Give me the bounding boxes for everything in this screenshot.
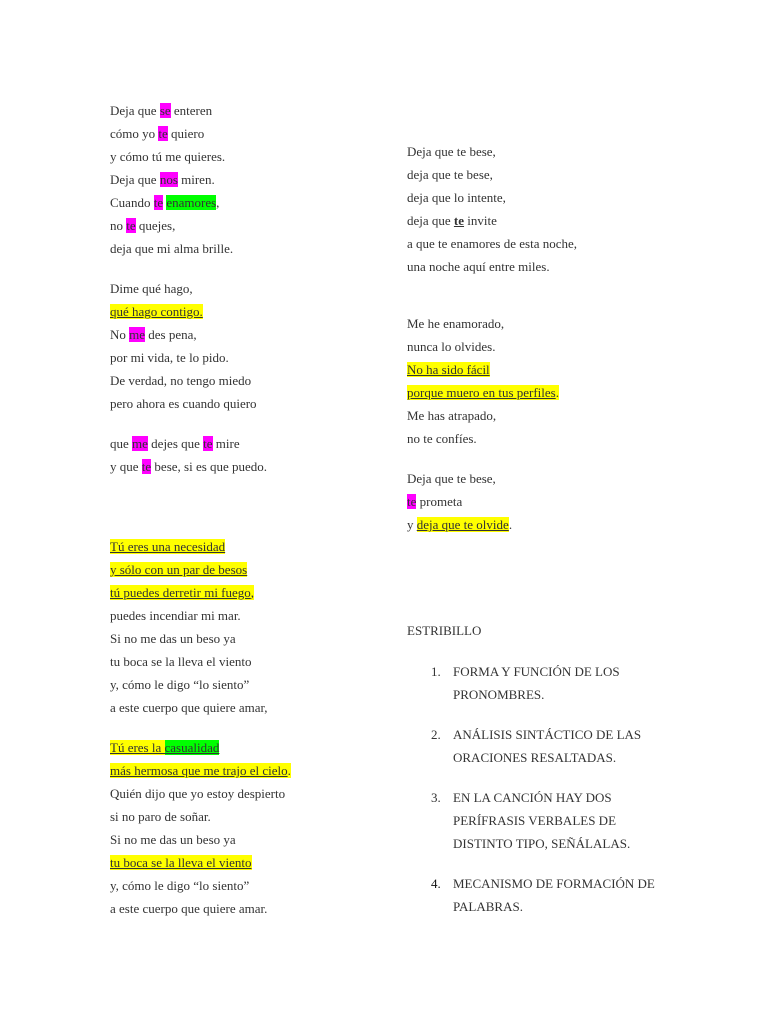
lyric-text: ,: [216, 195, 220, 210]
lyric-text: y: [407, 517, 417, 532]
question-text: MECANISMO DE FORMACIÓN DE PALABRAS.: [453, 876, 655, 914]
lyric-text: Si no me das un beso ya: [110, 832, 236, 847]
lyric-text: Deja que te bese,: [407, 144, 496, 159]
lyric-text: prometa: [416, 494, 463, 509]
lyric-line: [110, 697, 410, 720]
lyric-text: y, cómo le digo “lo siento”: [110, 878, 250, 893]
lyric-text: mire: [212, 436, 240, 451]
lyric-line: [407, 405, 707, 428]
highlighted-text: te: [203, 436, 213, 451]
lyric-text: cómo yo: [110, 126, 159, 141]
lyric-line: [110, 651, 410, 674]
highlighted-text: más hermosa que me trajo el cielo: [110, 763, 288, 778]
lyric-text: invite: [464, 213, 497, 228]
highlighted-text: tú puedes derretir mi fuego: [110, 585, 251, 600]
highlighted-text: se: [159, 103, 171, 118]
lyric-text: pero ahora es cuando quiero: [110, 396, 257, 411]
highlighted-text: te: [141, 459, 152, 474]
question-text: ANÁLISIS SINTÁCTICO DE LAS ORACIONES RESALTADAS.: [453, 727, 642, 765]
highlighted-text: Tú eres la: [110, 740, 165, 755]
highlighted-text: te: [407, 494, 417, 509]
lyric-text: no: [110, 218, 127, 233]
lyric-line: [110, 760, 410, 783]
highlighted-text: casualidad: [164, 740, 220, 755]
lyric-line: [110, 559, 410, 582]
stanza-gap: [407, 451, 707, 468]
lyric-text: Deja que: [110, 172, 160, 187]
lyric-text: quejes,: [135, 218, 176, 233]
questions-section: [407, 620, 667, 918]
lyric-text: .: [508, 517, 513, 532]
highlighted-text: nos: [159, 172, 178, 187]
lyric-line: [110, 806, 410, 829]
highlighted-text: tu boca se la lleva el viento: [110, 855, 252, 870]
lyric-line: [110, 852, 410, 875]
highlighted-text: me: [129, 327, 146, 342]
lyric-line: [110, 605, 410, 628]
highlighted-text: ,: [250, 585, 255, 600]
lyric-text: Me has atrapado,: [407, 408, 497, 423]
lyric-line: [110, 456, 410, 479]
lyric-text: Quién dijo que yo estoy despierto: [110, 786, 286, 801]
lyric-line: [407, 210, 707, 233]
highlighted-text: qué hago contigo.: [110, 304, 203, 319]
lyric-text: y cómo tú me quieres.: [110, 149, 226, 164]
lyric-line: [407, 491, 707, 514]
lyric-line: [407, 233, 707, 256]
lyric-line: [110, 238, 410, 261]
lyric-text: tu boca se la lleva el viento: [110, 654, 252, 669]
stanza-gap: [110, 261, 410, 278]
question-text: EN LA CANCIÓN HAY DOS PERÍFRASIS VERBALES DE DISTINTO TIPO, SEÑÁLALAS.: [453, 790, 631, 851]
estribillo-label: ESTRIBILLO: [407, 623, 482, 638]
highlighted-text: me: [132, 436, 148, 451]
highlighted-text: deja que te olvide: [416, 517, 509, 532]
highlighted-text: enamores: [166, 195, 217, 210]
highlighted-text: Tú eres una necesidad: [110, 539, 226, 554]
lyric-line: [407, 359, 707, 382]
lyric-text: No: [110, 327, 130, 342]
highlighted-text: te: [126, 218, 136, 233]
lyric-text: deja que: [407, 213, 454, 228]
lyric-line: [110, 737, 410, 760]
lyric-line: [110, 169, 410, 192]
lyric-text: nunca lo olvides.: [407, 339, 496, 354]
lyric-text: miren.: [177, 172, 215, 187]
lyric-text: no te confíes.: [407, 431, 477, 446]
question-item: [407, 786, 667, 855]
lyric-line: [110, 100, 410, 123]
lyric-text: y que: [110, 459, 142, 474]
highlighted-text: .: [287, 763, 291, 778]
lyric-line: [110, 393, 410, 416]
question-number: 3.: [431, 790, 441, 805]
question-item: [407, 872, 667, 918]
lyric-line: [110, 301, 410, 324]
lyric-line: [110, 875, 410, 898]
stanza-gap: [407, 279, 707, 313]
lyric-line: [407, 256, 707, 279]
lyric-line: [110, 192, 410, 215]
stanza-gap: [110, 416, 410, 433]
lyric-text: que: [110, 436, 133, 451]
question-text: FORMA Y FUNCIÓN DE LOS PRONOMBRES.: [453, 664, 620, 702]
lyric-line: [110, 582, 410, 605]
lyric-text: Deja que: [110, 103, 160, 118]
lyric-line: [407, 336, 707, 359]
lyric-line: [407, 428, 707, 451]
highlighted-text: porque muero en tus perfiles: [407, 385, 556, 400]
lyric-text: Deja que te bese,: [407, 471, 496, 486]
lyric-text: dejes que: [147, 436, 204, 451]
lyric-line: [110, 433, 410, 456]
lyric-line: [110, 674, 410, 697]
lyric-text: a este cuerpo que quiere amar,: [110, 700, 268, 715]
lyric-text: te: [453, 213, 465, 228]
lyric-text: Me he enamorado,: [407, 316, 505, 331]
lyric-line: [110, 146, 410, 169]
right-column: [407, 141, 707, 537]
lyric-text: si no paro de soñar.: [110, 809, 211, 824]
lyric-text: deja que te bese,: [407, 167, 493, 182]
lyric-text: a este cuerpo que quiere amar.: [110, 901, 268, 916]
lyric-text: por mi vida, te lo pido.: [110, 350, 229, 365]
stanza-gap: [110, 720, 410, 737]
highlighted-text: te: [153, 195, 164, 210]
lyric-text: puedes incendiar mi mar.: [110, 608, 241, 623]
lyric-line: [110, 278, 410, 301]
lyric-text: Si no me das un beso ya: [110, 631, 236, 646]
lyric-line: [407, 468, 707, 491]
lyric-line: [110, 536, 410, 559]
question-number: 4.: [431, 876, 441, 891]
lyric-text: deja que mi alma brille.: [110, 241, 234, 256]
lyric-text: y, cómo le digo “lo siento”: [110, 677, 250, 692]
lyric-line: [110, 370, 410, 393]
lyric-text: deja que lo intente,: [407, 190, 506, 205]
lyric-line: [110, 324, 410, 347]
lyric-text: una noche aquí entre miles.: [407, 259, 550, 274]
highlighted-text: .: [555, 385, 559, 400]
lyric-line: [110, 898, 410, 921]
highlighted-text: te: [158, 126, 168, 141]
highlighted-text: No ha sido fácil: [407, 362, 490, 377]
question-number: 2.: [431, 727, 441, 742]
lyric-line: [407, 382, 707, 405]
lyric-line: [110, 215, 410, 238]
highlighted-text: y sólo con un par de besos: [110, 562, 248, 577]
lyric-line: [110, 123, 410, 146]
lyric-line: [407, 141, 707, 164]
lyric-line: [407, 514, 707, 537]
question-item: [407, 723, 667, 769]
lyric-text: enteren: [170, 103, 213, 118]
lyric-line: [110, 829, 410, 852]
lyric-text: bese, si es que puedo.: [151, 459, 268, 474]
question-item: [407, 660, 667, 706]
lyric-line: [407, 313, 707, 336]
lyric-line: [407, 187, 707, 210]
lyric-text: quiero: [167, 126, 205, 141]
stanza-gap: [110, 479, 410, 536]
lyric-line: [110, 628, 410, 651]
lyric-text: a que te enamores de esta noche,: [407, 236, 578, 251]
lyric-line: [110, 347, 410, 370]
lyric-text: De verdad, no tengo miedo: [110, 373, 252, 388]
lyric-text: des pena,: [145, 327, 197, 342]
left-column: [110, 100, 410, 921]
lyric-line: [110, 783, 410, 806]
lyric-text: Dime qué hago,: [110, 281, 193, 296]
lyric-text: Cuando: [110, 195, 154, 210]
lyric-line: [407, 164, 707, 187]
question-number: 1.: [431, 664, 441, 679]
